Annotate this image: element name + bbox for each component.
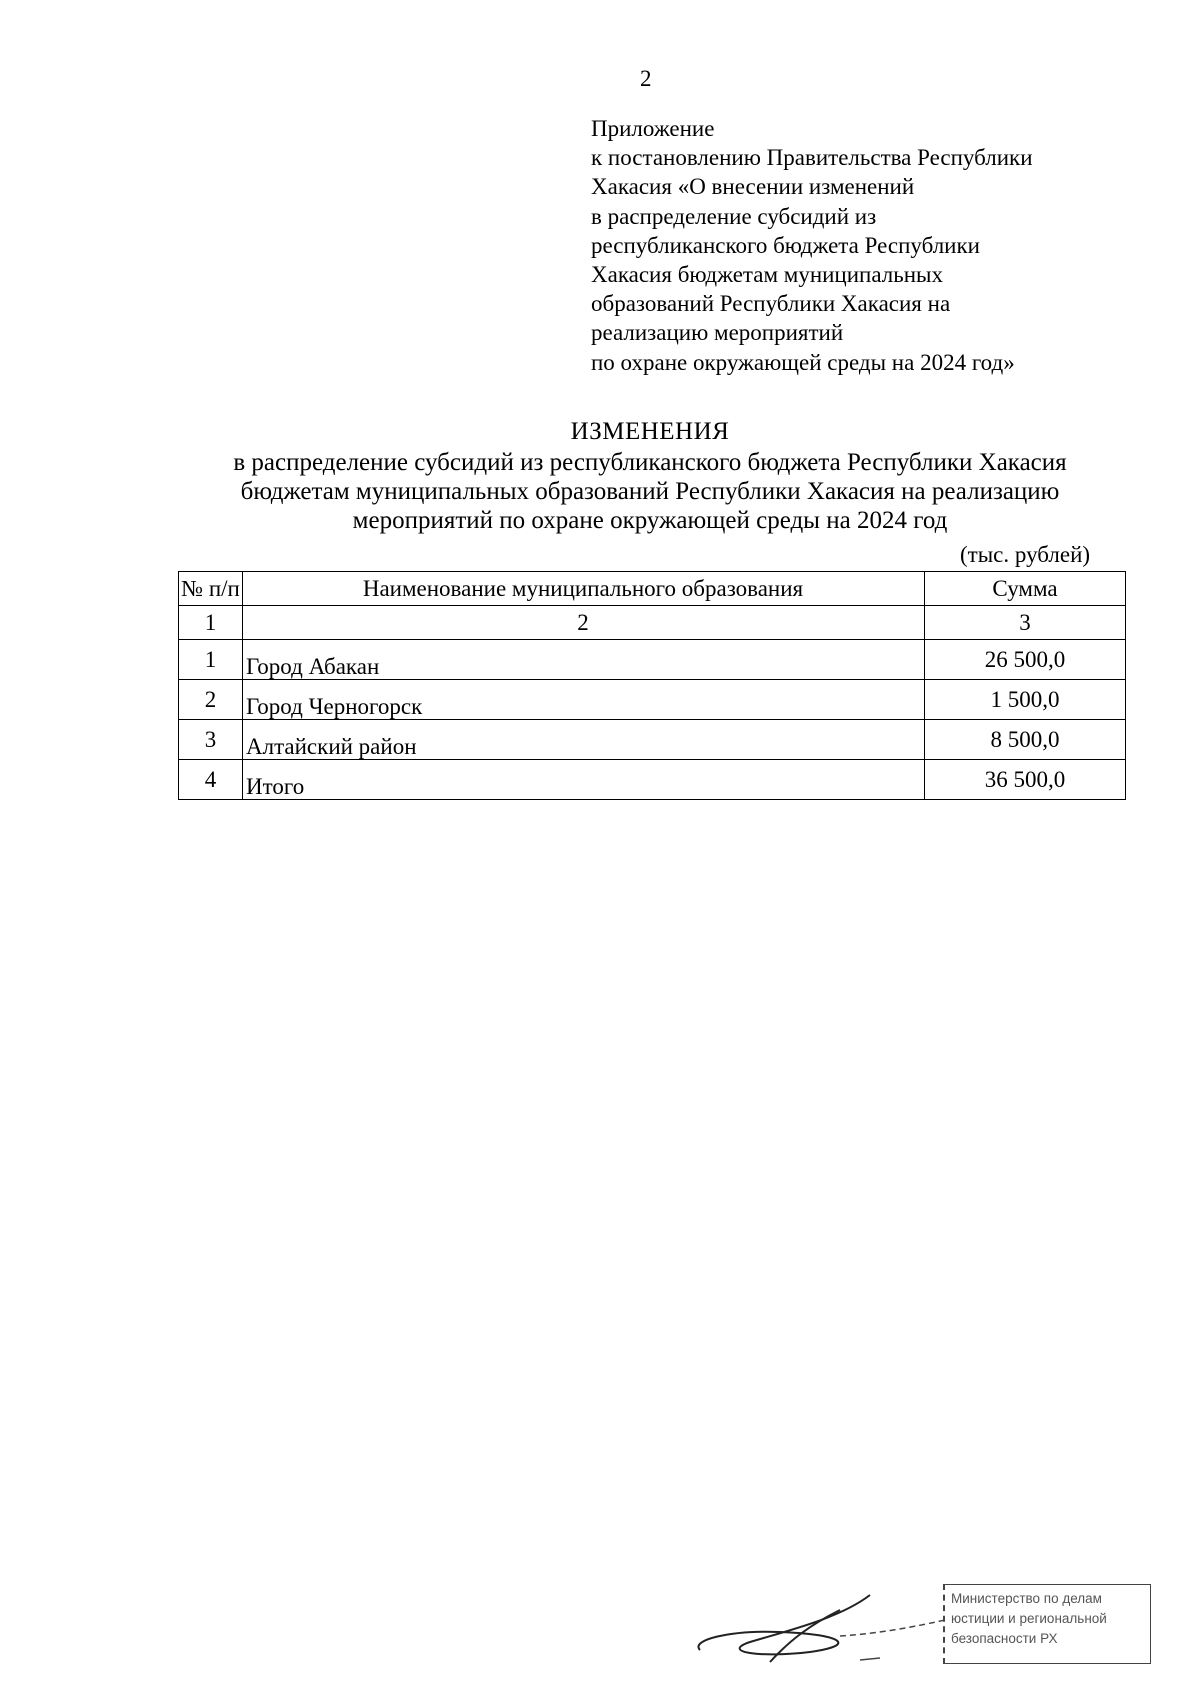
subtitle-line: бюджетам муниципальных образований Республики Хакасия на реализацию — [240, 478, 1060, 505]
index-cell: 2 — [243, 606, 925, 640]
row-sum: 26 500,0 — [925, 640, 1126, 680]
appendix-line: республиканского бюджета Республики — [591, 232, 980, 258]
appendix-line: в распределение субсидий из — [591, 203, 877, 229]
row-name: Город Абакан — [243, 640, 925, 680]
appendix-line: Хакасия «О внесении изменений — [591, 174, 915, 200]
row-name: Город Черногорск — [243, 680, 925, 720]
appendix-line: по охране окружающей среды на 2024 год» — [591, 349, 1015, 375]
header-number: № п/п — [179, 572, 243, 606]
appendix-line: Приложение — [591, 116, 715, 141]
page-number: 2 — [640, 66, 652, 91]
appendix-line: к постановлению Правительства Республики — [591, 145, 1033, 171]
appendix-line: Хакасия бюджетам муниципальных — [591, 262, 943, 288]
row-sum: 1 500,0 — [925, 680, 1126, 720]
registration-stamp — [943, 1584, 1151, 1664]
row-number: 4 — [179, 760, 243, 800]
stamp-line: Министерство по делам — [951, 1591, 1102, 1606]
table-row — [179, 760, 1126, 800]
appendix-header — [591, 114, 1151, 377]
appendix-line: образований Республики Хакасия на — [591, 291, 951, 317]
header-name: Наименование муниципального образования — [243, 572, 925, 606]
document-subtitle — [150, 448, 1150, 535]
table-header-row — [179, 572, 1126, 606]
table-index-row — [179, 606, 1126, 640]
units-label: (тыс. рублей) — [960, 542, 1091, 567]
table-row — [179, 720, 1126, 760]
subtitle-line: в распределение субсидий из республиканского бюджета Республики Хакасия — [233, 449, 1067, 476]
row-sum: 8 500,0 — [925, 720, 1126, 760]
row-number: 2 — [179, 680, 243, 720]
stamp-line: безопасности РХ — [951, 1631, 1058, 1646]
row-number: 1 — [179, 640, 243, 680]
index-cell: 3 — [925, 606, 1126, 640]
row-number: 3 — [179, 720, 243, 760]
subsidy-table — [178, 571, 1126, 800]
table-row — [179, 640, 1126, 680]
stamp-line: юстиции и региональной — [951, 1611, 1107, 1626]
appendix-line: реализацию мероприятий — [591, 320, 844, 346]
signature — [690, 1590, 950, 1670]
row-name: Итого — [243, 760, 925, 800]
row-name: Алтайский район — [243, 720, 925, 760]
subtitle-line: мероприятий по охране окружающей среды на 2024 год — [352, 507, 948, 534]
document-title: ИЗМЕНЕНИЯ — [570, 418, 730, 445]
index-cell: 1 — [179, 606, 243, 640]
table-row — [179, 680, 1126, 720]
row-sum: 36 500,0 — [925, 760, 1126, 800]
header-sum: Сумма — [925, 572, 1126, 606]
